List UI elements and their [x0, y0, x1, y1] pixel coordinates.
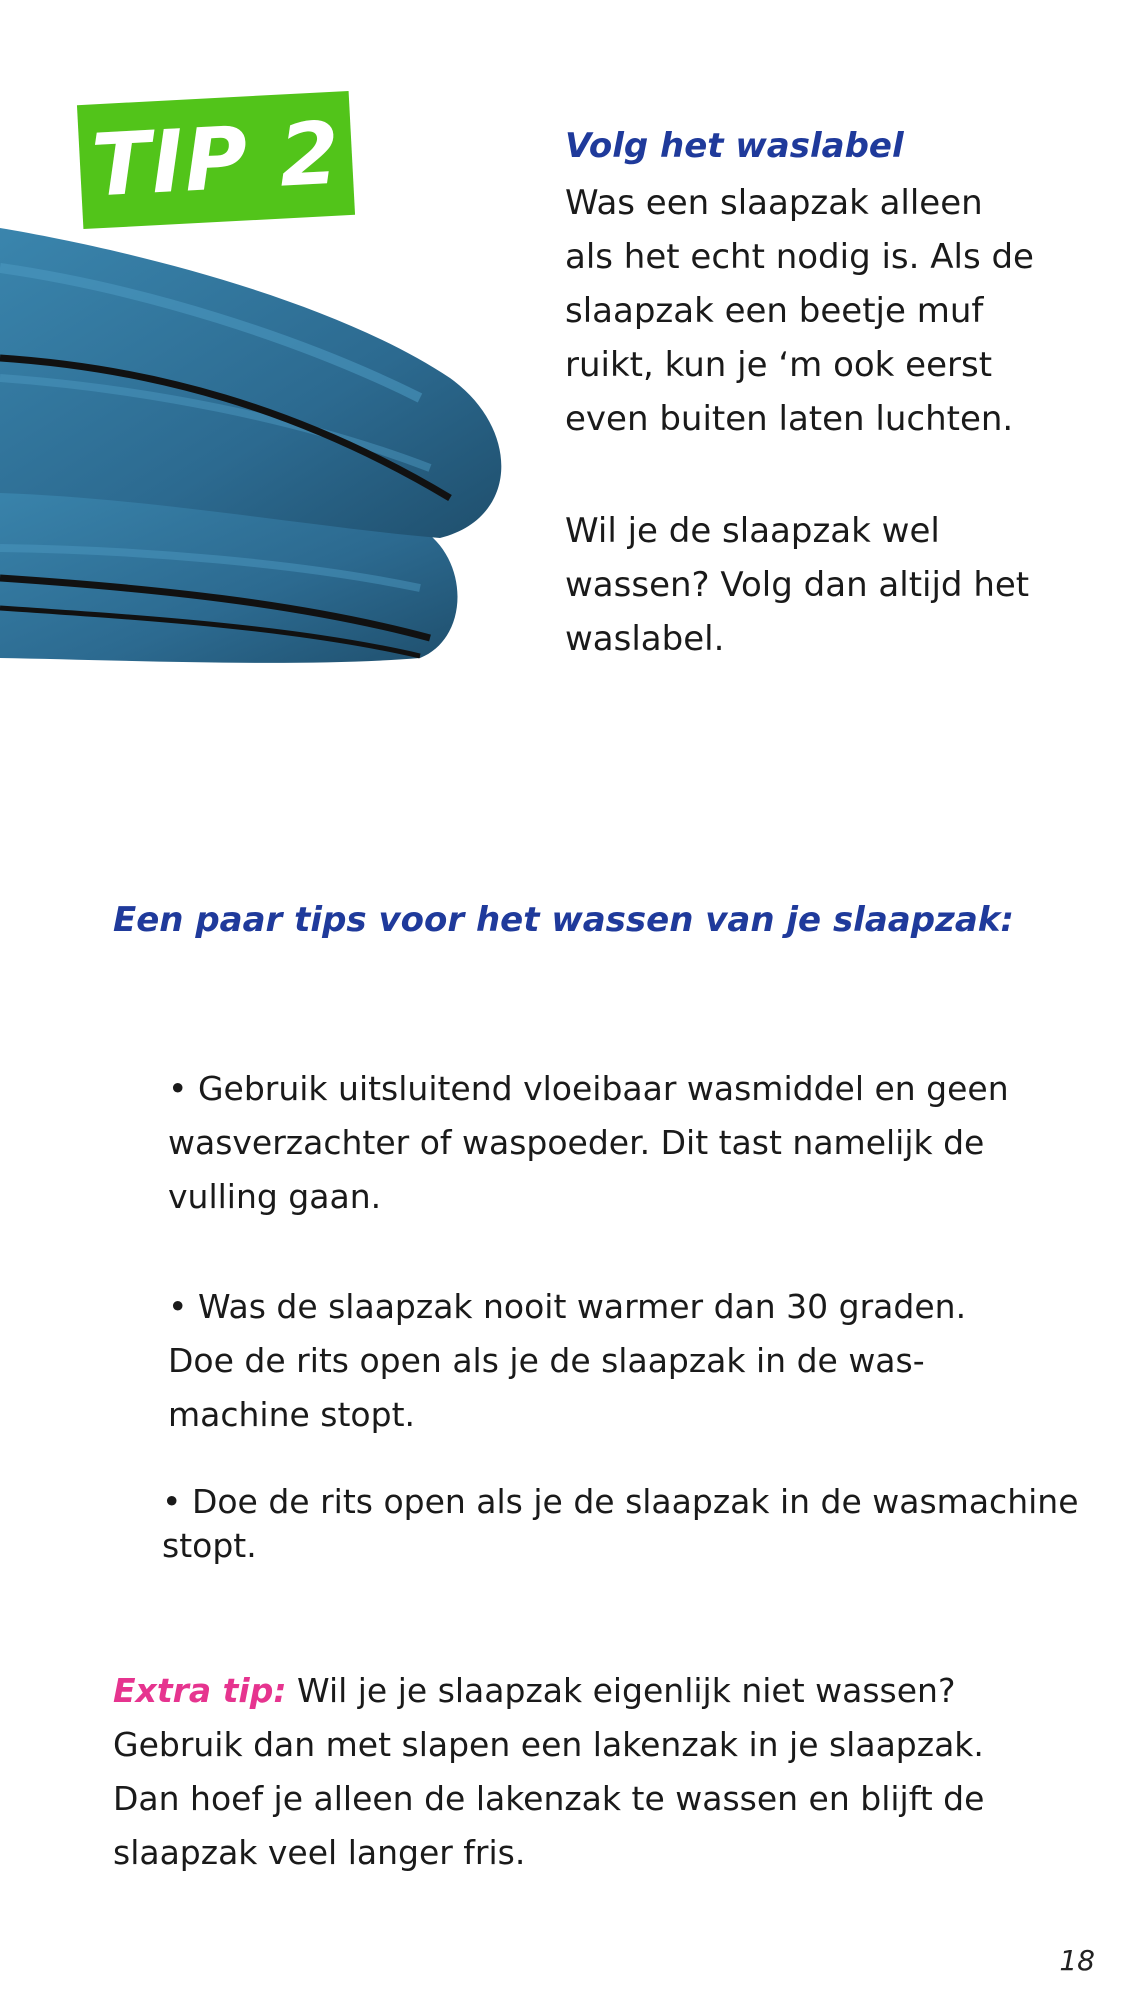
page-number: 18 [1059, 1944, 1095, 1977]
text-line: • Doe de rits open als je de slaapzak in de wasmachine [162, 1482, 1079, 1521]
text-line: Gebruik dan met slapen een lakenzak in je slaapzak. [113, 1725, 984, 1764]
bullet-item-1 [168, 1062, 1009, 1224]
tips-section-heading: Een paar tips voor het wassen van je slaapzak: [113, 900, 1014, 940]
text-line: Doe de rits open als je de slaapzak in de was- [168, 1341, 925, 1380]
text-line: slaapzak veel langer fris. [113, 1833, 526, 1872]
bullet-item-2 [168, 1280, 966, 1442]
text-line: ruikt, kun je ‘m ook eerst [565, 345, 993, 385]
text-line: even buiten laten luchten. [565, 399, 1014, 439]
text-line: vulling gaan. [168, 1177, 382, 1216]
tip-paragraph-2 [565, 504, 1085, 666]
tip-badge-label: TIP 2 [89, 103, 343, 217]
text-line: stopt. [162, 1526, 257, 1565]
text-line: • Gebruik uitsluitend vloeibaar wasmiddel en geen [168, 1069, 1009, 1108]
text-line: Dan hoef je alleen de lakenzak te wassen en blijft de [113, 1779, 985, 1818]
text-line: Was een slaapzak alleen [565, 183, 983, 223]
text-line: wassen? Volg dan altijd het [565, 565, 1030, 605]
tip-badge [77, 91, 355, 229]
text-line: • Was de slaapzak nooit warmer dan 30 graden. [168, 1287, 967, 1326]
text-line: slaapzak een beetje muf [565, 291, 984, 331]
extra-tip-first-line [113, 1664, 984, 1718]
text-line: waslabel. [565, 619, 725, 659]
tip-paragraph-1 [565, 176, 1085, 446]
text-line: machine stopt. [168, 1395, 416, 1434]
bullet-item-3 [162, 1480, 1079, 1568]
text-line: wasverzachter of waspoeder. Dit tast namelijk de [168, 1123, 985, 1162]
text-line: Wil je de slaapzak wel [565, 511, 940, 551]
extra-tip-label: Extra tip: [113, 1671, 287, 1710]
sleeping-bag-image [0, 228, 520, 668]
text-line: als het echt nodig is. Als de [565, 237, 1034, 277]
tip-heading: Volg het waslabel [565, 126, 904, 166]
extra-tip [113, 1664, 984, 1880]
extra-tip-line-rest: Wil je je slaapzak eigenlijk niet wassen? [286, 1671, 956, 1710]
